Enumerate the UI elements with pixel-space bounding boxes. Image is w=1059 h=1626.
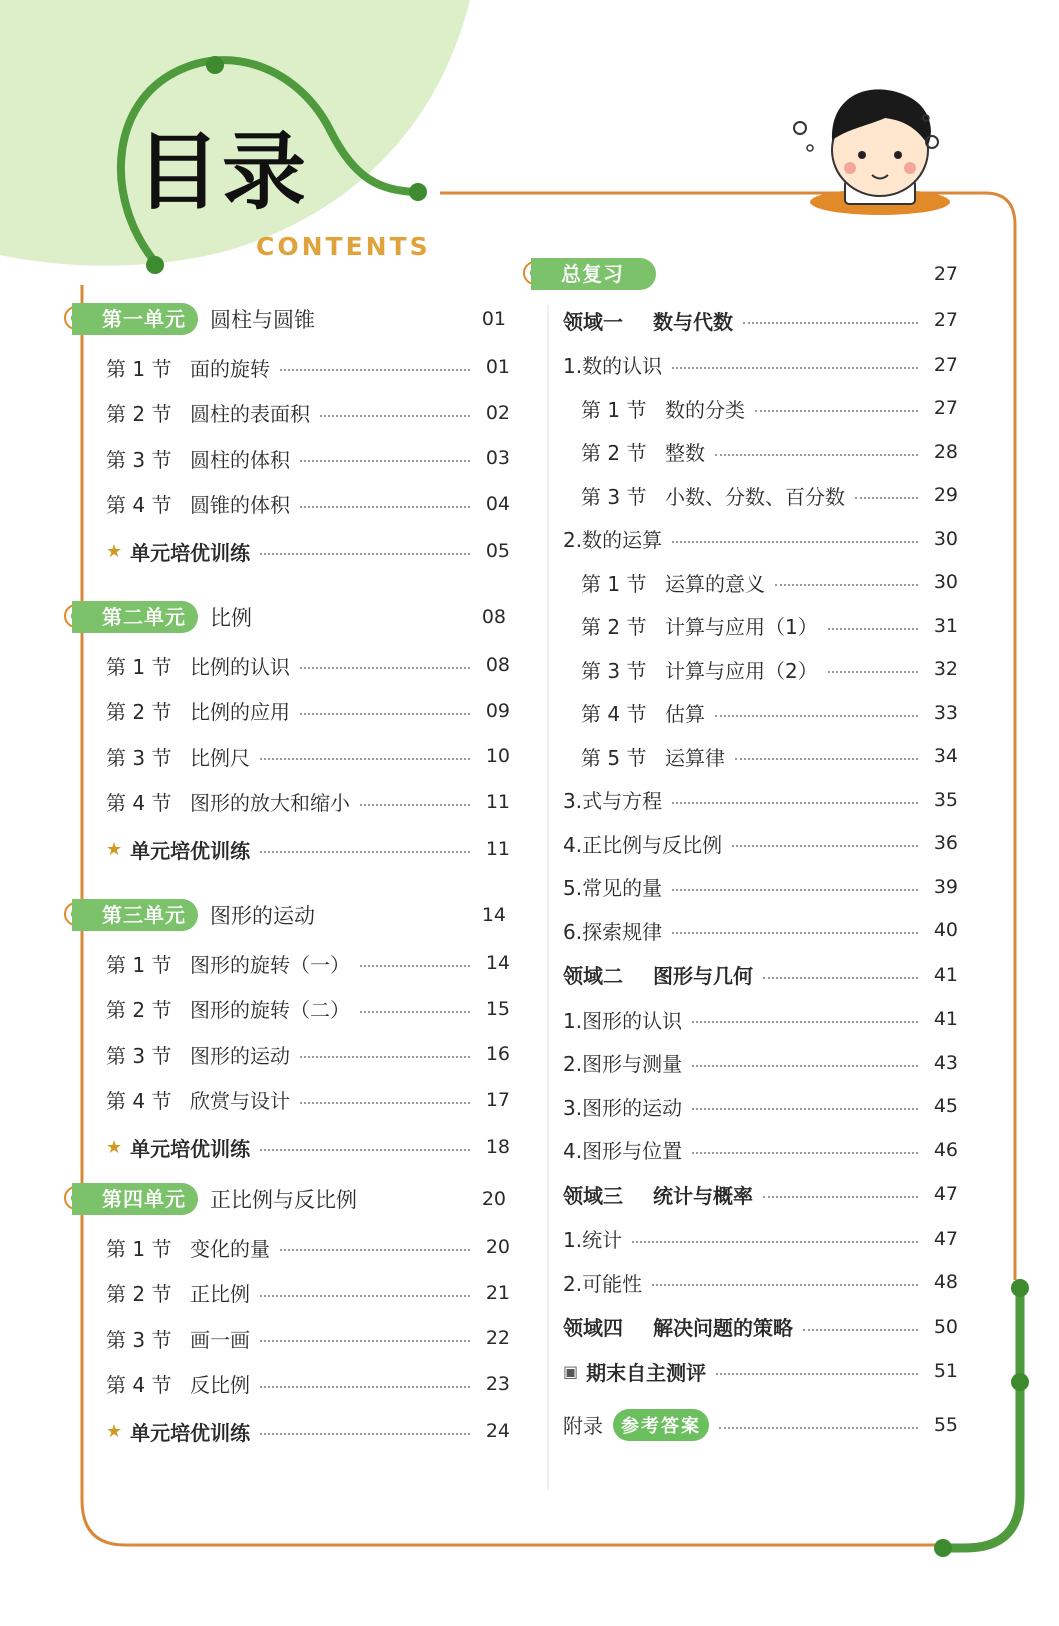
page-number: 33 <box>933 701 958 724</box>
review-header-row[interactable] <box>531 257 958 291</box>
dot-leader <box>716 1373 918 1375</box>
section-title: 欣赏与设计 <box>190 1089 290 1113</box>
review-badge: 总复习 <box>531 258 656 290</box>
domain-title: 数与代数 <box>653 309 733 334</box>
section-number: 第 2 节 <box>106 1282 172 1306</box>
section-number: 第 3 节 <box>581 484 647 509</box>
section-title: 比例的认识 <box>190 654 290 679</box>
dot-leader <box>260 1433 470 1435</box>
appendix-label: 附录 <box>563 1414 603 1438</box>
section-title: 圆锥的体积 <box>190 493 290 517</box>
star-icon: ★ <box>106 1136 123 1158</box>
toc-section-row[interactable] <box>581 567 958 597</box>
topic-row[interactable] <box>563 1004 958 1034</box>
topic-title: 2.可能性 <box>563 1271 643 1296</box>
toc-section-row[interactable] <box>106 443 510 473</box>
toc-section-row[interactable] <box>106 1369 510 1399</box>
unit-title: 比例 <box>210 606 252 630</box>
unit-badge: 第四单元 <box>72 1183 198 1215</box>
page-number: 08 <box>485 654 510 676</box>
dot-leader <box>763 1196 918 1198</box>
dot-leader <box>755 410 918 412</box>
section-number: 第 2 节 <box>106 402 172 426</box>
page-number: 51 <box>933 1360 958 1382</box>
unit-header-row[interactable] <box>72 302 506 336</box>
unit-training-row[interactable] <box>106 1416 510 1446</box>
section-number: 第 2 节 <box>106 998 172 1022</box>
topic-title: 4.正比例与反比例 <box>563 832 723 857</box>
page-number: 47 <box>933 1227 958 1250</box>
unit-badge: 第一单元 <box>72 303 198 335</box>
section-number: 第 2 节 <box>106 700 172 724</box>
page-number: 27 <box>933 263 958 285</box>
topic-title: 1.统计 <box>563 1228 623 1252</box>
section-title: 正比例 <box>190 1282 250 1306</box>
topic-row[interactable] <box>563 915 958 945</box>
page-number: 21 <box>485 1281 510 1304</box>
dot-leader <box>360 804 470 806</box>
section-title: 比例尺 <box>190 745 250 770</box>
topic-row[interactable] <box>563 1135 958 1165</box>
section-title: 图形的运动 <box>190 1043 290 1068</box>
topic-row[interactable] <box>563 1048 958 1078</box>
page-number: 48 <box>933 1271 958 1293</box>
dot-leader <box>743 322 918 324</box>
topic-row[interactable] <box>563 872 958 902</box>
toc-section-row[interactable] <box>106 1278 510 1308</box>
section-number: 第 1 节 <box>106 654 172 679</box>
unit-title: 圆柱与圆锥 <box>210 308 315 332</box>
page-number: 14 <box>481 904 506 926</box>
dot-leader <box>260 1340 470 1342</box>
page-number: 20 <box>481 1188 506 1210</box>
toc-section-row[interactable] <box>106 787 510 817</box>
topic-row[interactable] <box>563 1224 958 1254</box>
dot-leader <box>360 1011 470 1013</box>
cartoon-boy-illustration <box>794 89 950 215</box>
page-number: 27 <box>933 397 958 419</box>
section-number: 第 4 节 <box>106 1373 172 1397</box>
dot-leader <box>692 1152 918 1154</box>
toc-section-row[interactable] <box>106 1323 510 1353</box>
toc-section-row[interactable] <box>581 611 958 641</box>
section-title: 圆柱的体积 <box>190 447 290 472</box>
page-number: 03 <box>485 447 510 469</box>
unit-badge: 第二单元 <box>72 601 198 633</box>
domain-label: 领域四 <box>563 1316 623 1340</box>
section-title: 图形的旋转（一） <box>190 952 350 977</box>
topic-row[interactable] <box>563 828 958 858</box>
dot-leader <box>672 889 918 891</box>
section-number: 第 4 节 <box>106 1089 172 1113</box>
section-title: 运算的意义 <box>665 571 765 596</box>
dot-leader <box>732 845 918 847</box>
unit-title: 正比例与反比例 <box>210 1188 357 1212</box>
domain-row[interactable] <box>563 305 958 335</box>
page-title: 目录 <box>136 123 309 221</box>
toc-section-row[interactable] <box>106 398 510 428</box>
section-number: 第 4 节 <box>581 702 647 726</box>
section-number: 第 1 节 <box>106 1236 172 1261</box>
page-number: 20 <box>485 1236 510 1258</box>
page-number: 39 <box>933 875 958 898</box>
topic-row[interactable] <box>563 785 958 815</box>
dot-leader <box>692 1021 918 1023</box>
dot-leader <box>672 932 918 934</box>
toc-section-row[interactable] <box>581 698 958 728</box>
page-number: 43 <box>933 1051 958 1074</box>
domain-row[interactable] <box>563 1312 958 1342</box>
dot-leader <box>828 671 918 673</box>
dot-leader <box>300 1102 470 1104</box>
section-title: 反比例 <box>190 1373 250 1397</box>
domain-title: 图形与几何 <box>653 964 753 988</box>
page-number: 50 <box>933 1315 958 1338</box>
page-number: 27 <box>933 309 958 331</box>
unit-training-row[interactable] <box>106 536 510 566</box>
section-title: 比例的应用 <box>190 700 290 724</box>
page-number: 04 <box>485 492 510 515</box>
dot-leader <box>692 1108 918 1110</box>
section-title: 面的旋转 <box>190 356 270 381</box>
page-number: 08 <box>481 606 506 628</box>
star-icon: ★ <box>106 1420 123 1442</box>
page-number: 02 <box>485 401 510 424</box>
unit-title: 图形的运动 <box>210 904 315 928</box>
section-number: 第 1 节 <box>106 356 172 381</box>
star-icon: ★ <box>106 838 123 860</box>
dot-leader <box>260 1295 470 1297</box>
section-title: 画一画 <box>190 1327 250 1352</box>
toc-section-row[interactable] <box>106 1232 510 1262</box>
topic-title: 3.式与方程 <box>563 789 663 813</box>
section-number: 第 1 节 <box>581 397 647 422</box>
toc-section-row[interactable] <box>106 741 510 771</box>
page-number: 15 <box>485 997 510 1020</box>
toc-section-row[interactable] <box>581 393 958 423</box>
training-title: 单元培优训练 <box>130 540 251 565</box>
dot-leader <box>715 454 918 456</box>
section-number: 第 3 节 <box>106 1043 172 1068</box>
toc-section-row[interactable] <box>106 650 510 680</box>
unit-header-row[interactable] <box>72 898 506 932</box>
page-number: 16 <box>485 1043 510 1065</box>
topic-title: 2.图形与测量 <box>563 1052 683 1076</box>
topic-title: 3.图形的运动 <box>563 1095 683 1120</box>
dot-leader <box>320 415 470 417</box>
page-number: 18 <box>485 1136 510 1158</box>
dot-leader <box>715 715 918 717</box>
topic-row[interactable] <box>563 350 958 380</box>
section-number: 第 3 节 <box>106 447 172 472</box>
dot-leader <box>260 851 470 853</box>
page-number: 11 <box>485 838 510 860</box>
domain-label: 领域一 <box>563 309 623 334</box>
toc-section-row[interactable] <box>581 654 958 684</box>
topic-title: 5.常见的量 <box>563 876 663 900</box>
domain-row[interactable] <box>563 960 958 990</box>
topic-title: 2.数的运算 <box>563 528 663 552</box>
dot-leader <box>260 758 470 760</box>
page-number: 24 <box>485 1420 510 1442</box>
topic-row[interactable] <box>563 1267 958 1297</box>
toc-section-row[interactable] <box>106 948 510 978</box>
toc-section-row[interactable] <box>106 1085 510 1115</box>
page-number: 14 <box>485 952 510 974</box>
appendix-row[interactable] <box>563 1410 958 1440</box>
page-number: 28 <box>933 440 958 463</box>
exam-title: 期末自主测评 <box>586 1360 707 1385</box>
section-number: 第 3 节 <box>581 658 647 683</box>
dot-leader <box>652 1284 918 1286</box>
unit-header-row[interactable] <box>72 1182 506 1216</box>
toc-section-row[interactable] <box>581 437 958 467</box>
unit-badge: 第三单元 <box>72 899 198 931</box>
exam-book-icon: ▣ <box>563 1361 579 1381</box>
section-title: 估算 <box>665 702 705 726</box>
dot-leader <box>300 713 470 715</box>
unit-training-row[interactable] <box>106 1132 510 1162</box>
page-number: 09 <box>485 699 510 722</box>
page-number: 35 <box>933 788 958 811</box>
page-number: 46 <box>933 1138 958 1161</box>
topic-title: 6.探索规律 <box>563 919 663 944</box>
topic-title: 4.图形与位置 <box>563 1139 683 1163</box>
page-number: 01 <box>485 356 510 378</box>
dot-leader <box>360 965 470 967</box>
toc-section-row[interactable] <box>106 352 510 382</box>
dot-leader <box>828 628 918 630</box>
section-title: 图形的放大和缩小 <box>190 791 350 815</box>
dot-leader <box>672 367 918 369</box>
dot-leader <box>300 506 470 508</box>
topic-row[interactable] <box>563 524 958 554</box>
section-number: 第 2 节 <box>581 615 647 639</box>
dot-leader <box>260 1149 470 1151</box>
answer-key-badge: 参考答案 <box>613 1409 709 1441</box>
dot-leader <box>672 541 918 543</box>
section-number: 第 3 节 <box>106 1327 172 1352</box>
page-number: 47 <box>933 1183 958 1205</box>
section-number: 第 4 节 <box>106 791 172 815</box>
section-title: 变化的量 <box>190 1236 270 1261</box>
page-number: 36 <box>933 832 958 854</box>
toc-section-row[interactable] <box>581 741 958 771</box>
page-number: 41 <box>933 963 958 986</box>
page-number: 11 <box>485 790 510 813</box>
dot-leader <box>719 1427 918 1429</box>
dot-leader <box>763 977 918 979</box>
section-number: 第 3 节 <box>106 745 172 770</box>
exam-row[interactable] <box>563 1356 958 1386</box>
toc-section-row[interactable] <box>106 1039 510 1069</box>
page-number: 01 <box>481 308 506 330</box>
unit-header-row[interactable] <box>72 600 506 634</box>
section-number: 第 1 节 <box>106 952 172 977</box>
section-title: 整数 <box>665 441 705 465</box>
dot-leader <box>735 758 918 760</box>
section-title: 圆柱的表面积 <box>190 402 310 426</box>
section-title: 数的分类 <box>665 397 745 422</box>
training-title: 单元培优训练 <box>130 838 251 863</box>
domain-row[interactable] <box>563 1179 958 1209</box>
page-number: 34 <box>933 745 958 767</box>
page-number: 30 <box>933 527 958 550</box>
training-title: 单元培优训练 <box>130 1420 251 1445</box>
section-number: 第 5 节 <box>581 745 647 770</box>
page-subtitle: CONTENTS <box>256 232 431 261</box>
section-title: 图形的旋转（二） <box>190 998 350 1022</box>
toc-section-row[interactable] <box>106 994 510 1024</box>
section-title: 计算与应用（2） <box>665 658 818 683</box>
page-number: 32 <box>933 658 958 680</box>
section-number: 第 4 节 <box>106 493 172 517</box>
dot-leader <box>632 1241 918 1243</box>
page-number: 40 <box>933 919 958 941</box>
section-title: 计算与应用（1） <box>665 615 818 639</box>
toc-section-row[interactable] <box>106 696 510 726</box>
page-number: 10 <box>485 745 510 767</box>
section-title: 小数、分数、百分数 <box>665 484 845 509</box>
section-title: 运算律 <box>665 745 725 770</box>
page-number: 31 <box>933 614 958 637</box>
topic-title: 1.图形的认识 <box>563 1008 683 1033</box>
training-title: 单元培优训练 <box>130 1136 251 1161</box>
unit-training-row[interactable] <box>106 834 510 864</box>
dot-leader <box>280 1249 470 1251</box>
topic-title: 1.数的认识 <box>563 354 663 378</box>
section-number: 第 1 节 <box>581 571 647 596</box>
dot-leader <box>300 460 470 462</box>
domain-title: 统计与概率 <box>653 1183 753 1208</box>
page-number: 29 <box>933 484 958 506</box>
section-number: 第 2 节 <box>581 441 647 465</box>
domain-label: 领域三 <box>563 1183 623 1208</box>
page-number: 23 <box>485 1372 510 1395</box>
dot-leader <box>855 497 918 499</box>
page-number: 45 <box>933 1095 958 1117</box>
page-number: 55 <box>933 1413 958 1436</box>
page-number: 22 <box>485 1327 510 1349</box>
dot-leader <box>260 1386 470 1388</box>
dot-leader <box>300 1056 470 1058</box>
page-number: 27 <box>933 353 958 376</box>
page-number: 17 <box>485 1088 510 1111</box>
dot-leader <box>803 1329 918 1331</box>
toc-section-row[interactable] <box>581 480 958 510</box>
domain-label: 领域二 <box>563 964 623 988</box>
page-number: 05 <box>485 540 510 562</box>
toc-section-row[interactable] <box>106 489 510 519</box>
dot-leader <box>672 802 918 804</box>
star-icon: ★ <box>106 540 123 562</box>
domain-title: 解决问题的策略 <box>653 1316 793 1340</box>
dot-leader <box>692 1065 918 1067</box>
dot-leader <box>280 369 470 371</box>
page-number: 41 <box>933 1008 958 1030</box>
dot-leader <box>775 584 918 586</box>
dot-leader <box>260 553 470 555</box>
page-number: 30 <box>933 571 958 593</box>
topic-row[interactable] <box>563 1091 958 1121</box>
dot-leader <box>300 667 470 669</box>
